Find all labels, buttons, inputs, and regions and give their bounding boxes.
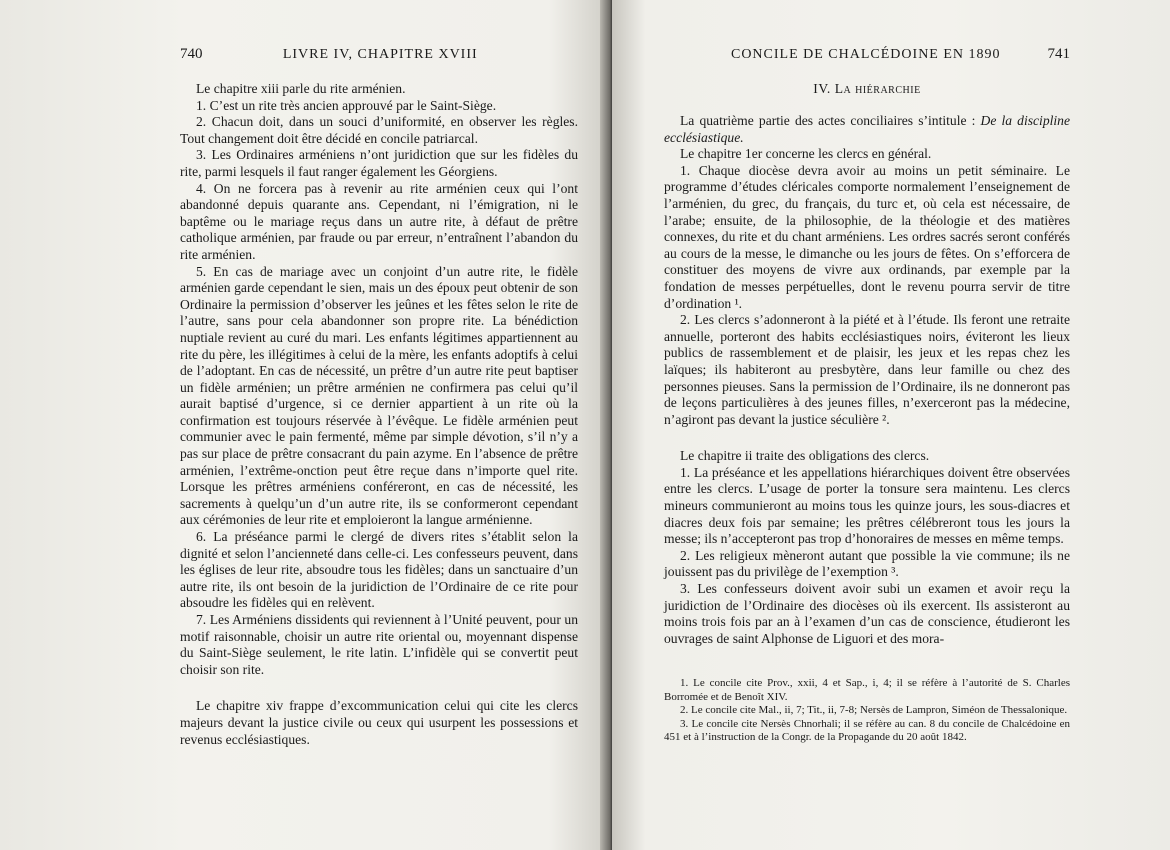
running-title-left: LIVRE IV, CHAPITRE XVIII — [282, 47, 478, 62]
page-number-right: 741 — [1047, 46, 1070, 62]
paragraph: 2. Les clercs s’adonneront à la piété et à l’étude. Ils feront une retraite annuelle, porteront des habits ecclésiastiques noirs, éviteront les lieux publics de rassemblement et de plaisir, les jeux et les repas chez les laïques; ils habiteront au presbytère, dans leur famille ou chez des personnes pieuses. Sans la permission de l’Ordinaire, ils ne donneront pas de leçons particulières à des jeunes filles, n’exerceront pas la médecine, n’agiront pas devant la justice séculière ². — [664, 312, 1070, 427]
right-page — [612, 0, 1170, 850]
paragraph: 4. On ne forcera pas à revenir au rite arménien ceux qui l’ont abandonné depuis quarante ans. Cependant, ni l’émigration, ni le baptême ou le mariage reçus dans un autre rite, à défaut de prêtre catholique arménien, par fraude ou par erreur, n’entraînent l’abandon du rite arménien. — [180, 180, 578, 262]
footnotes — [664, 677, 1070, 745]
page-number-left: 740 — [180, 46, 203, 62]
running-title-right: CONCILE DE CHALCÉDOINE EN 1890 — [730, 47, 1001, 62]
right-running-head — [664, 46, 1070, 63]
paragraph: 2. Chacun doit, dans un souci d’uniformité, en observer les règles. Tout changement doit être décidé en concile patriarcal. — [180, 114, 578, 146]
paragraph: 1. La préséance et les appellations hiérarchiques doivent être observées entre les clercs. L’usage de porter la tonsure sera maintenu. Les clercs mineurs communieront au moins tous les quinze jours, les sous-diacres et diacres deux fois par semaine; les prêtres célébreront tous les jours la messe; ils n’accepteront pas trop d’honoraires de messes en même temps. — [664, 464, 1070, 547]
intro-text: La quatrième partie des actes conciliaires s’intitule : — [680, 113, 976, 128]
right-body-text — [664, 113, 1070, 647]
paragraph: 3. Les Ordinaires arméniens n’ont juridiction que sur les fidèles du rite, parmi lesquels il faut ranger également les Géorgiens. — [180, 147, 578, 179]
footnote: 2. Le concile cite Mal., ii, 7; Tit., ii, 7-8; Nersès de Lampron, Siméon de Thessalonique. — [680, 704, 1068, 717]
paragraph: 1. C’est un rite très ancien approuvé par le Saint-Siège. — [196, 97, 497, 113]
left-running-head — [180, 46, 578, 63]
paragraph: Le chapitre xiv frappe d’excommunication celui qui cite les clercs majeurs devant la justice civile ou ceux qui usurpent les possessions et revenus ecclésiastiques. — [180, 698, 578, 747]
paragraph: 5. En cas de mariage avec un conjoint d’un autre rite, le fidèle arménien garde cependant le sien, mais un des époux peut obtenir de son Ordinaire la permission d’observer les jeûnes et les fêtes selon le rite de l’autre, sans pour cela abandonner son propre rite. La bénédiction nuptiale revient au curé du mari. Les enfants légitimes appartiennent au rite du père, les illégitimes à celui de la mère, les enfants adoptifs à celui de l’adoptant. En cas de nécessité, un prêtre d’un autre rite peut baptiser un fidèle arménien; un prêtre arménien ne confirmera pas celui qu’il aurait baptisé d’urgence, si ce dernier appartient à un rite où la confirmation est toujours réservée à l’évêque. Le fidèle arménien peut communier avec le pain fermenté, même par simple dévotion, s’il n’y a pas sur place de prêtre consacrant du pain azyme. En l’absence de prêtre arménien, l’extrême-onction peut être reçue dans n’importe quel rite. Lorsque les prêtres arméniens conféreront, en cas de nécessité, les sacrements à quelqu’un d’un autre rite, ils se conformeront cependant aux cérémonies de leur rite et emploieront la langue arménienne. — [180, 263, 578, 528]
footnote: 1. Le concile cite Prov., xxii, 4 et Sap., i, 4; il se réfère à l’autorité de S. Charles Borromée et de Benoît XIV. — [664, 677, 1070, 703]
section-name: La hiérarchie — [834, 81, 921, 96]
left-body-text — [180, 81, 578, 748]
paragraph: 3. Les confesseurs doivent avoir subi un examen et avoir reçu la juridiction de l’Ordinaire des diocèses où ils exercent. Ils assisteront au moins trois fois par an à l’examen d’un cas de conscience, étudieront les ouvrages de saint Alphonse de Liguori et des mora- — [664, 581, 1070, 646]
paragraph: 2. Les religieux mèneront autant que possible la vie commune; ils ne jouissent pas du privilège de l’exemption ³. — [664, 547, 1070, 580]
intro-title: De la discipline ecclésiastique. — [664, 113, 1071, 145]
paragraph: Le chapitre ii traite des obligations des clercs. — [680, 448, 930, 464]
footnote: 3. Le concile cite Nersès Chnorhali; il se réfère au can. 8 du concile de Chalcédoine en 451 et à l’instruction de la Congr. de la Propagande du 20 août 1842. — [664, 717, 1070, 744]
paragraph: Le chapitre 1er concerne les clercs en général. — [680, 146, 932, 162]
section-number: IV. — [813, 81, 831, 96]
paragraph: Le chapitre xiii parle du rite arménien. — [196, 81, 406, 96]
section-title — [664, 81, 1070, 97]
paragraph: 7. Les Arméniens dissidents qui reviennent à l’Unité peuvent, pour un motif raisonnable, choisir un autre rite oriental ou, moyennant dispense du Saint-Siège seulement, le rite latin. L’infidèle qui se convertit peut choisir son rite. — [180, 612, 578, 677]
paragraph — [664, 113, 1070, 146]
paragraph: 6. La préséance parmi le clergé de divers rites s’établit selon la dignité et selon l’ancienneté dans celle-ci. Les confesseurs peuvent, dans les églises de leur rite, absoudre tous les fidèles; dans un sanctuaire d’un autre rite, ils ont besoin de la juridiction de l’Ordinaire de ce rite pour absoudre les fidèles qui en relèvent. — [180, 529, 578, 611]
paragraph: 1. Chaque diocèse devra avoir au moins un petit séminaire. Le programme d’études cléricales comporte normalement l’enseignement de l’arménien, du grec, du français, du turc et, où cela est nécessaire, de l’arabe; ensuite, de la philosophie, de la théologie et des matières connexes, du rite et du chant arméniens. Les ordres sacrés seront conférés au cours de la messe, le dimanche ou les jours de fêtes. On s’efforcera de constituer des moyens de vivre aux ordinands, par exemple par la fondation de messes perpétuelles, dont le revenu pourra servir de titre d’ordination ¹. — [664, 162, 1070, 311]
